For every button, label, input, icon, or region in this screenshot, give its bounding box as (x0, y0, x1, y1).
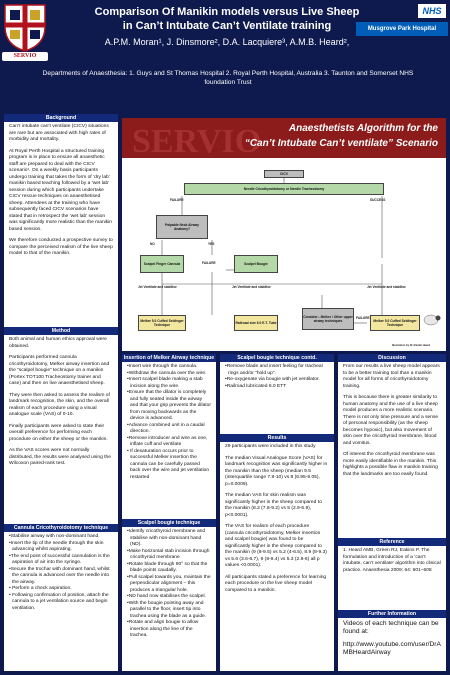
trust-logo: Musgrove Park Hospital (356, 22, 448, 36)
poster-header (0, 0, 450, 96)
right-column (338, 354, 446, 671)
algorithm-title-2: “Can’t Intubate Can’t ventilate” Scenario (244, 138, 438, 149)
list-item: •Insert scalpel blade making a stab incision along the wire. (127, 377, 203, 389)
node-melker-2: Melker 5.0 Cuffed Seldinger Technique (370, 315, 420, 331)
scalpel-heading: Scalpel bougie technique (122, 519, 216, 527)
poster-title (82, 5, 372, 33)
node-needle-crico: Needle Cricothyroidotomy or Needle Tracheostomy (184, 183, 384, 195)
list-item: •Remove introducer and wire as one, inflate cuff and ventilate (127, 435, 208, 447)
middle-column-1 (122, 354, 216, 671)
scalpel-section (122, 527, 216, 642)
algorithm-title-1: Anaesthetists Algorithm for the (288, 123, 438, 134)
algorithm-banner (122, 118, 446, 158)
list-item: •Withdraw the cannula over the wire. (127, 370, 207, 376)
left-column (4, 114, 118, 671)
list-item: •The end point of successful cannulation is the aspiration of air into the syringe. (9, 553, 110, 565)
method-heading: Method (4, 327, 118, 335)
method-paragraph: Finally participants were asked to state their overall preference for performing each procedure on either the sheep or the manikin. (9, 423, 108, 442)
list-item: •Re-oxygenate via bougie with jet ventilator. (225, 377, 320, 382)
label-failure-2: FAILURE (202, 261, 216, 265)
nhs-logo: NHS (418, 4, 446, 18)
discussion-paragraph: From our results a live sheep model appears to be a better training tool than a manikin model for all forms of cricothyroidotomy training. (343, 364, 440, 389)
cannula-section (4, 532, 118, 614)
label-success: SUCCESS (370, 198, 386, 202)
label-failure-3: FAILURE (356, 316, 370, 320)
label-jet-3: Jet Ventilate and stabilise (367, 285, 406, 289)
reference-text: 1. Heard AMB, Green RJ, Eakins P. The formulation and introduction of a ‘can’t intubate, can’t ventilate’ algorithm into clinical practice. Anaesthesia 2009; 64: 601–608 (343, 548, 441, 573)
node-scalpel-finger: Scalpel Finger Cannula (140, 255, 184, 273)
svg-text:SERVIO: SERVIO (132, 123, 262, 158)
method-paragraph: As the VAS scores were not normally distributed, the results were analysed using the Wilcoxon paired-rank test. (9, 448, 111, 466)
discussion-section (338, 362, 446, 538)
list-item: •Railroad lubricated 6.0 ETT (225, 383, 287, 389)
node-consider: Consider:- Melker / Other upper airway techniques (302, 308, 354, 330)
node-scalpel-bougie: Scalpel Bougie (234, 255, 278, 273)
algorithm-panel (122, 118, 446, 351)
method-paragraph: Participants performed cannula cricothyroidotomy, Melker airway insertion and the “scalpel bougie” technique on a manikin (Portex TOT100 Tracheostomy trainer and case) and then on live anaesthetised sheep. (9, 355, 110, 386)
melker-heading: Insertion of Melker Airway technique (123, 355, 215, 361)
results-heading: Results (220, 434, 334, 442)
list-item: •Rotate blade through 90° so that the blade points caudally. (127, 561, 208, 573)
background-paragraph: We therefore conducted a prospective survey to compare the perceived realism of the live sheep model to that of the manikin. (9, 238, 113, 256)
reference-heading: Reference (338, 538, 446, 546)
background-heading: Background (4, 114, 118, 122)
further-paragraph: Videos of each technique can be found at: (343, 620, 439, 635)
crest-motto: SERVIO (2, 52, 48, 61)
scalpel-contd-section (220, 362, 334, 434)
list-item: •Secure the trochar with dominant hand, whilst the cannula is advanced over the needle into the airway. (9, 566, 110, 585)
list-item: •Insert wire through the cannula. (127, 364, 198, 369)
list-item: • Perform a check aspiration. (9, 586, 72, 591)
label-jet-1: Jet Ventilate and stabilise (138, 285, 177, 289)
results-paragraph: The VAS for realism of each procedure (cannula cricothyroidotomy, Melker insertion and scalpel bougie) was found to be significantly higher in the sheep compared to the manikin (9 (8-9.5) vs 5.2 (4-6.5), 8.9 (8-9.3) vs 5.6 (3.6-6.7), 9 (8-9.4) vs 5.3 (2.8-6) all p values <0.0001). (225, 524, 327, 568)
sheep-icon (422, 312, 442, 328)
method-paragraph: Both animal and human ethics approval were obtained. (9, 337, 107, 349)
background-section (4, 122, 118, 327)
background-paragraph: At Royal Perth Hospital a structured training program is in place to ensure all anaesthetic staff are prepared to deal with the CICV scenario¹. On a weekly basis participants undergo training that takes the form of ‘dry lab’ manikin based teaching followed by a ‘wet lab’ session during which participants undertake CICV rescue techniques on anaesthetised sheep. Attendees at the training who have subsequently faced CICV scenarios have stated that in retrospect the ‘wet lab’ session was significantly more realistic than the manikin based session. (9, 148, 113, 232)
label-no: NO (150, 242, 155, 246)
list-item: •Make horizontal stab incision through cricothyroid membrane (127, 548, 210, 560)
melker-section (122, 362, 216, 519)
discussion-paragraph: This is because there is greater similarity to human anatomy and the use of a live sheep model produces a more realistic scenario. There is not only time pressure and a sense of personal responsibility (as the sheep becomes hypoxic), but also movement of skin over the cricothyroid membrane, blood and vomitus. (343, 395, 439, 446)
title-line-1: Comparison Of Manikin models versus Live Sheep (94, 6, 360, 18)
further-section (338, 618, 446, 664)
method-paragraph: They were then asked to assess the realism of landmark recognition, the skin, and the overall realism of each procedure using a visual analogue scale (VAS) of 0-10. (9, 392, 110, 417)
further-heading: Further Information (338, 610, 446, 618)
list-item: •With the bougie pointing away and parallel to the floor, insert tip into trachea using the blade as a guide. (127, 600, 207, 619)
illustration-credit: Illustration by Dr Alistair Heard (392, 344, 431, 347)
list-item: •Rotate and align bougie to allow insertion along the line of the trachea. (127, 620, 199, 638)
crest-logo (3, 3, 47, 53)
middle-column-2 (220, 354, 334, 671)
results-paragraph: The median Visual Analogue Score (VAS) for landmark recognition was significantly higher in the manikin than the sheep (median 9.5 (interquartile range 7.8-10) vs 8 (6.95-9.05), p=0.0009). (225, 455, 328, 487)
label-jet-2: Jet Ventilate and stabilise (232, 285, 271, 289)
scalpel-contd-heading: Scalpel bougie technique contd. (220, 354, 334, 362)
node-melker-1: Melker 5.0 Cuffed Seldinger Technique (138, 315, 186, 331)
method-section (4, 335, 118, 524)
label-failure: FAILURE (170, 198, 184, 202)
cannula-heading: Cannula Cricothyroidotomy technique (4, 524, 118, 532)
results-paragraph: All participants stated a preference for learning each procedure on the live sheep model compared to a manikin. (225, 574, 327, 593)
list-item: •Pull scalpel towards you, maintain the perpendicular alignment – this produces a triangular hole. (127, 574, 211, 593)
youtube-link[interactable]: http://www.youtube.com/user/DrAMBHeardAirway (343, 641, 441, 656)
label-yes: YES (208, 242, 215, 246)
results-paragraph: The median VAS for skin realism was significantly higher in the sheep compared to the manikin (8.2 (7.8-9.2) vs 5 (2.9-6.9), p<0.0001). (225, 493, 322, 518)
list-item: •Identify cricothyroid membrane and stabilise with non-dominant hand (ND). (127, 529, 206, 547)
results-paragraph: 29 participants were included in this study (225, 444, 316, 449)
list-item: •Stabilise airway with non-dominant hand. (9, 534, 100, 539)
node-railroad-ett: Railroad size 6.0 E.T. Tube (234, 315, 278, 331)
background-paragraph: Can’t intubate can’t ventilate (CICV) situations are rare but are associated with high rates of morbidity and mortality. (9, 124, 109, 142)
node-palpable-anatomy: Palpable Neck Airway Anatomy? (156, 215, 208, 239)
list-item: • If desaturation occurs prior to successful Melker insertion the cannula can be carefully passed back over the wire and jet ventilation restarted (127, 448, 210, 480)
node-cicv: CICV (264, 170, 304, 178)
list-item: •Ensure that the dilator is completely and fully seated inside the airway and that your grip prevents the dilator from moving backwards as the device is advanced. (127, 390, 212, 421)
discussion-heading: Discussion (338, 354, 446, 362)
reference-section (338, 546, 446, 610)
list-item: •Advance combined unit in a caudal direction. (127, 422, 205, 434)
results-section (220, 442, 334, 601)
discussion-paragraph: Of interest the cricothyroid membrane was more easily identifiable in the manikin. This highlights a possible flaw in manikin training that the landmarks are too easily found. (343, 452, 438, 477)
affiliations: Departments of Anaesthesia: 1. Guys and St Thomas Hospital 2. Royal Perth Hospital, Australia 3. Taunton and Somerset NHS foundation Trust (42, 70, 414, 86)
list-item: •Insert the tip of the needle through the skin advancing whilst aspirating. (9, 540, 104, 552)
list-item: •ND hand now stabilises the scalpel. (127, 594, 206, 599)
title-line-2: in Can’t Intubate Can’t Ventilate training (122, 20, 332, 32)
list-item: • Following confirmation of position, attach the cannula to a jet ventilation source and begin ventilation. (9, 592, 109, 611)
list-item: •Remove blade and insert feeling for tracheal rings and/or “hold up”. (225, 364, 323, 376)
authors: A.P.M. Moran¹, J. Dinsmore², D.A. Lacquiere³, A.M.B. Heard², (104, 37, 350, 47)
